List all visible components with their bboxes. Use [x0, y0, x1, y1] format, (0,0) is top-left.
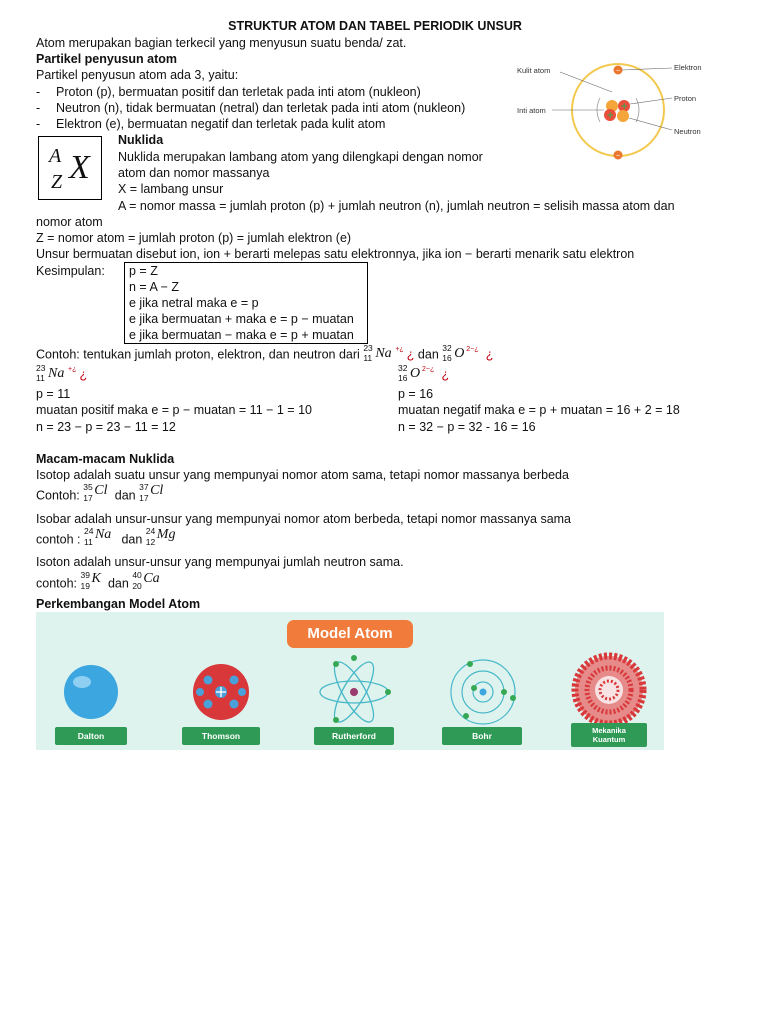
partikel-item — [36, 100, 465, 116]
atomic-number: 12 — [145, 537, 156, 547]
mass-number: 24 — [145, 526, 156, 536]
nuclide-ca-40 — [132, 570, 164, 593]
macam-heading: Macam-macam Nuklida — [36, 452, 175, 466]
label-kulit-atom: Kulit atom — [517, 66, 551, 75]
symbol-atomic-number: Z — [51, 171, 63, 193]
isoton-example — [36, 570, 164, 593]
nuclide-na-24 — [83, 526, 118, 549]
atomic-number: 17 — [83, 493, 93, 503]
example-label: Contoh: — [36, 488, 80, 503]
atomic-number: 11 — [36, 373, 45, 383]
label-neutron: Neutron — [674, 127, 701, 136]
ion-charge: +¿ — [395, 346, 404, 353]
dan-text: dan — [114, 488, 136, 503]
example-label: contoh : — [36, 532, 81, 547]
contoh-o-line: muatan negatif maka e = p + muatan = 16 + 2 = 18 — [398, 403, 680, 417]
model-label-thomson: Thomson — [182, 727, 260, 745]
kesimpulan-line: n = A − Z — [129, 280, 180, 294]
partikel-item-text: Proton (p), bermuatan positif dan terletak pada inti atom (nukleon) — [56, 85, 421, 99]
element-symbol: O — [454, 346, 465, 361]
mass-number: 39 — [80, 570, 90, 580]
mass-number: 40 — [132, 570, 142, 580]
mass-number: 35 — [83, 482, 93, 492]
element-symbol: K — [91, 571, 101, 586]
bohr-model-icon — [451, 660, 516, 724]
svg-text:−: − — [615, 152, 621, 159]
charge-glyph: ¿ — [406, 347, 415, 362]
nuclide-na-ion — [36, 363, 77, 384]
nuklida-text: Unsur bermuatan disebut ion, ion + berarti melepas satu elektronnya, jika ion − berarti menarik satu elektron — [36, 247, 635, 261]
partikel-heading: Partikel penyusun atom — [36, 52, 178, 66]
partikel-item — [36, 84, 421, 100]
nuclide-o-ion — [398, 363, 438, 384]
charge-glyph: ¿ — [485, 347, 494, 362]
symbol-mass-number: A — [49, 145, 62, 167]
element-symbol: O — [410, 366, 421, 381]
nuclide-mg-24 — [145, 526, 180, 549]
nuklida-text: A = nomor massa = jumlah proton (p) + jumlah neutron (n), jumlah neutron = selisih massa atom dan — [118, 199, 675, 213]
ion-charge: +¿ — [68, 366, 77, 373]
atomic-number: 11 — [83, 537, 93, 547]
contoh-na-line: p = 11 — [36, 387, 71, 401]
isotop-example — [36, 482, 167, 505]
element-symbol: Ca — [143, 571, 160, 586]
intro-text: Atom merupakan bagian terkecil yang menyusun suatu benda/ zat. — [36, 36, 407, 50]
model-label-bohr: Bohr — [442, 727, 522, 745]
bullet-dash: - — [36, 117, 41, 131]
dalton-model-icon — [64, 665, 118, 719]
charge-glyph: ¿ — [79, 367, 88, 382]
kesimpulan-label: Kesimpulan: — [36, 264, 105, 278]
mass-number: 23 — [363, 343, 373, 353]
mass-number: 37 — [139, 482, 149, 492]
element-symbol: Na — [375, 346, 392, 361]
partikel-item — [36, 116, 385, 132]
partikel-item-text: Elektron (e), bermuatan negatif dan terletak pada kulit atom — [56, 117, 386, 131]
nuklida-heading: Nuklida — [118, 133, 164, 147]
mass-number: 32 — [442, 343, 452, 353]
nuklida-text: X = lambang unsur — [118, 182, 224, 196]
example-label: contoh: — [36, 576, 78, 591]
symbol-element: X — [69, 149, 90, 186]
model-label-rutherford: Rutherford — [314, 727, 394, 745]
nuklida-text: Nuklida merupakan lambang atom yang dilengkapi dengan nomor — [118, 150, 483, 164]
bullet-dash: - — [36, 101, 41, 115]
isobar-example — [36, 526, 180, 549]
atomic-number: 20 — [132, 581, 142, 591]
atomic-number: 16 — [398, 373, 408, 383]
contoh-na-line: n = 23 − p = 23 − 11 = 12 — [36, 420, 176, 434]
element-symbol: Na — [48, 366, 65, 381]
mass-number: 24 — [83, 526, 94, 536]
model-atom-banner — [36, 612, 664, 750]
label-proton: Proton — [674, 94, 697, 103]
bullet-dash: - — [36, 85, 41, 99]
nuclide-na-ion — [363, 343, 404, 364]
nuklida-text: nomor atom — [36, 215, 103, 229]
element-symbol: Cl — [94, 483, 108, 498]
ion-charge: 2−¿ — [466, 346, 479, 353]
label-inti-atom: Inti atom — [517, 106, 546, 115]
mass-number: 32 — [398, 363, 408, 373]
contoh-o-line: p = 16 — [398, 387, 434, 401]
svg-text:−: − — [615, 67, 621, 74]
nuclide-o-ion — [442, 343, 482, 364]
nuclide-cl-37 — [139, 482, 167, 505]
contoh-o-symbol — [398, 363, 450, 384]
banner-title: Model Atom — [287, 620, 413, 648]
atomic-number: 19 — [80, 581, 90, 591]
partikel-item-text: Neutron (n), tidak bermuatan (netral) dan terletak pada inti atom (nukleon) — [56, 101, 466, 115]
svg-text:+: + — [606, 111, 615, 121]
kesimpulan-line: p = Z — [129, 264, 158, 278]
perkembangan-heading: Perkembangan Model Atom — [36, 597, 201, 611]
mass-number: 23 — [36, 363, 46, 373]
nuclide-k-39 — [80, 570, 105, 593]
dan-text: dan — [417, 347, 439, 362]
ion-charge: 2−¿ — [422, 366, 435, 373]
kesimpulan-line: e jika netral maka e = p — [129, 296, 259, 310]
atomic-number: 17 — [139, 493, 149, 503]
atomic-number: 11 — [363, 353, 373, 363]
isoton-definition: Isoton adalah unsur-unsur yang mempunyai jumlah neutron sama. — [36, 555, 404, 569]
isotop-definition: Isotop adalah suatu unsur yang mempunyai nomor atom sama, tetapi nomor massanya berbeda — [36, 468, 569, 482]
nuclide-cl-35 — [83, 482, 111, 505]
isobar-definition: Isobar adalah unsur-unsur yang mempunyai nomor atom berbeda, tetapi nomor massanya sama — [36, 512, 572, 526]
dan-text: dan — [121, 532, 143, 547]
nuklida-text: Z = nomor atom = jumlah proton (p) = jumlah elektron (e) — [36, 231, 352, 245]
rutherford-model-icon — [320, 655, 391, 727]
svg-text:+: + — [620, 102, 629, 112]
kesimpulan-line: e jika bermuatan − maka e = p + muatan — [129, 328, 354, 342]
kesimpulan-box — [124, 262, 368, 344]
label-elektron: Elektron — [674, 63, 702, 72]
contoh-question-text: Contoh: tentukan jumlah proton, elektron, dan neutron dari — [36, 347, 360, 362]
dan-text: dan — [107, 576, 129, 591]
model-label-dalton: Dalton — [55, 727, 127, 745]
model-label-mekanika-kuantum: Mekanika Kuantum — [571, 723, 647, 747]
contoh-o-line: n = 32 − p = 32 - 16 = 16 — [398, 420, 536, 434]
contoh-na-line: muatan positif maka e = p − muatan = 11 − 1 = 10 — [36, 403, 312, 417]
mekanika-kuantum-model-icon — [575, 656, 643, 724]
atomic-number: 16 — [442, 353, 452, 363]
atom-structure-diagram — [514, 58, 714, 168]
charge-glyph: ¿ — [441, 367, 450, 382]
partikel-lead: Partikel penyusun atom ada 3, yaitu: — [36, 68, 239, 82]
kesimpulan-line: e jika bermuatan + maka e = p − muatan — [129, 312, 354, 326]
element-symbol: Cl — [150, 483, 164, 498]
element-symbol: Na — [94, 527, 112, 542]
contoh-na-symbol — [36, 363, 88, 384]
document-title: STRUKTUR ATOM DAN TABEL PERIODIK UNSUR — [228, 19, 522, 33]
nuklida-symbol-box — [38, 136, 102, 200]
element-symbol: Mg — [156, 527, 176, 542]
thomson-model-icon — [193, 664, 249, 720]
nuklida-text: atom dan nomor massanya — [118, 166, 270, 180]
